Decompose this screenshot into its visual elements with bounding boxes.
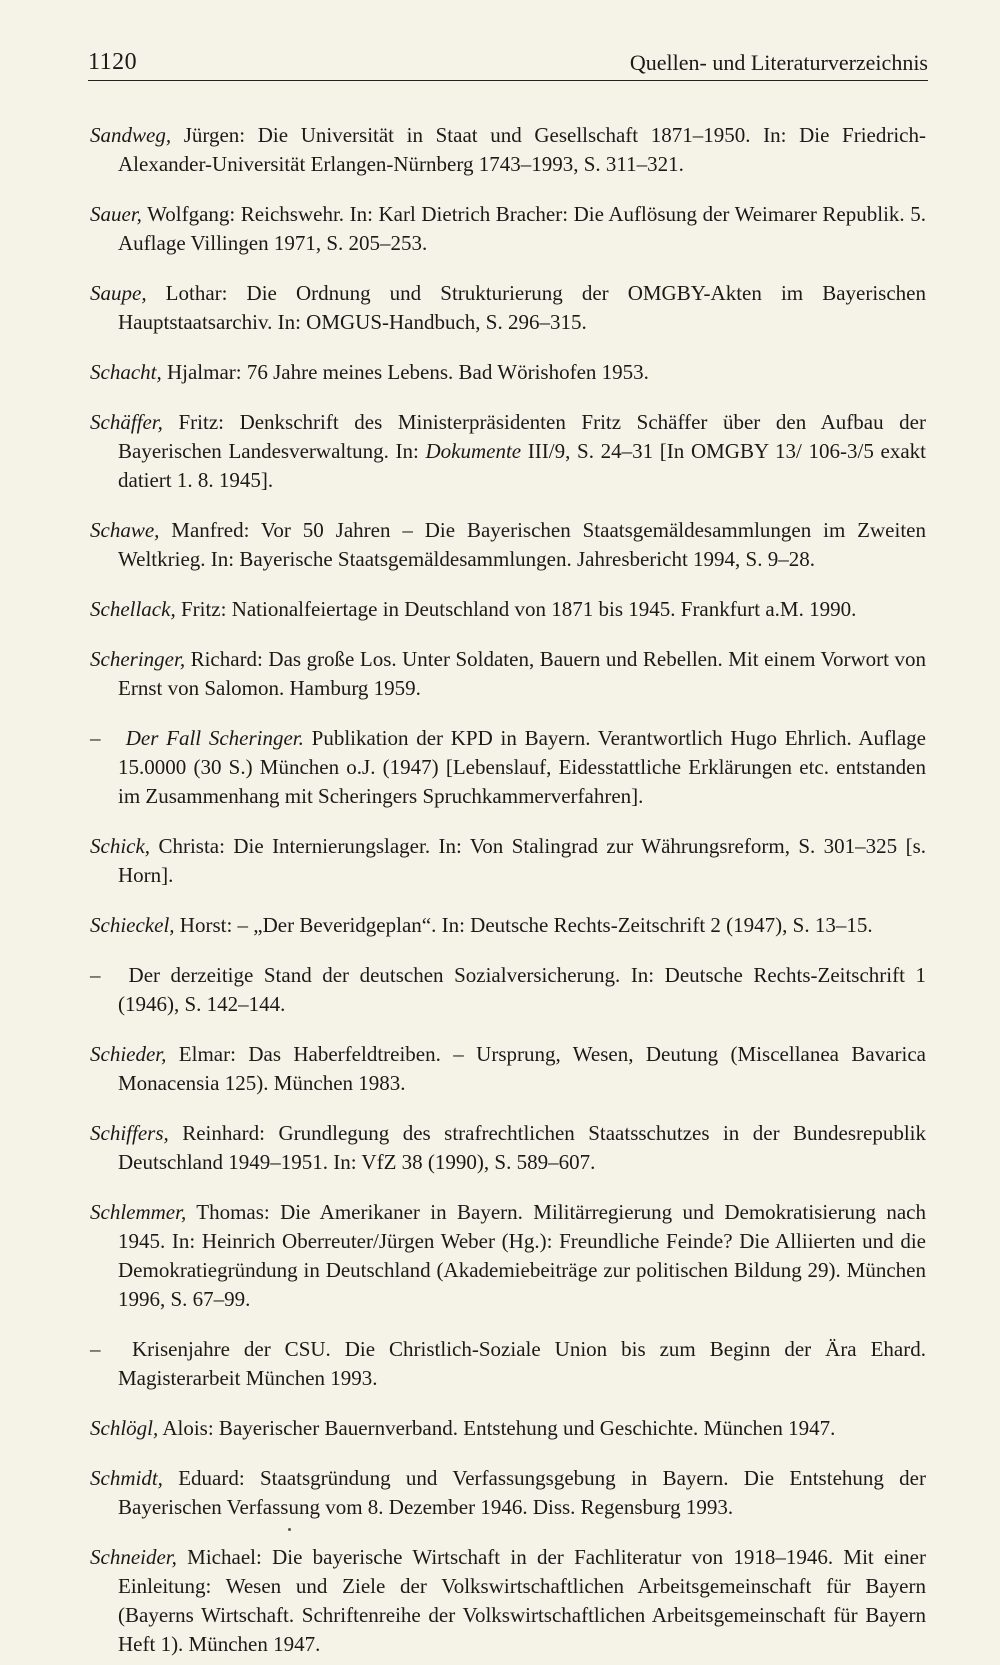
entry-text: Lothar: Die Ordnung und Strukturierung der OMGBY-Akten im Bayerischen Hauptstaatsarchiv. In: OMGUS-Handbuch, S. 296–315.: [118, 281, 926, 334]
bibliography-entry: [90, 1414, 926, 1443]
entry-author: Schmidt,: [90, 1466, 163, 1490]
bibliography-list: [90, 100, 926, 1665]
entry-text: Fritz: Denkschrift des Ministerpräsidenten Fritz Schäffer über den Aufbau der Bayerischen Landesverwaltung. In:: [118, 410, 926, 463]
entry-author: Scheringer,: [90, 647, 186, 671]
entry-text: Horst: – „Der Beveridgeplan“. In: Deutsche Rechts-Zeitschrift 2 (1947), S. 13–15.: [174, 913, 873, 937]
entry-author: Schick,: [90, 834, 151, 858]
bibliography-entry: [90, 724, 926, 811]
section-title: Quellen- und Literaturverzeichnis: [629, 50, 928, 75]
bibliography-entry: [90, 408, 926, 495]
entry-author: Sandweg,: [90, 123, 172, 147]
page-number: 1120: [88, 49, 138, 75]
bibliography-entry: [90, 595, 926, 624]
entry-italic-title: Der Fall Scheringer.: [118, 726, 304, 750]
entry-text: Elmar: Das Haberfeldtreiben. – Ursprung, Wesen, Deutung (Miscellanea Bavarica Monacensia 125). München 1983.: [118, 1042, 926, 1095]
bibliography-entry: [90, 1543, 926, 1659]
bibliography-entry: [90, 516, 926, 574]
stray-ink-dot: [288, 1528, 291, 1531]
entry-text: Hjalmar: 76 Jahre meines Lebens. Bad Wörishofen 1953.: [161, 360, 649, 384]
bibliography-entry: [90, 1040, 926, 1098]
entry-author: Schacht,: [90, 360, 162, 384]
entry-text: Reinhard: Grundlegung des strafrechtlichen Staatsschutzes in der Bundesrepublik Deutschland 1949–1951. In: VfZ 38 (1990), S. 589–607.: [118, 1121, 926, 1174]
header-rule: [88, 80, 928, 81]
entry-text: Michael: Die bayerische Wirtschaft in der Fachliteratur von 1918–1946. Mit einer Einleitung: Wesen und Ziele der Volkswirtschaftlichen Arbeitsgemeinschaft für Bayern (Bayerns Wirtschaft. Schriftenreihe der Volkswirtschaftlichen Arbeitsgemeinschaft für Bayern Heft 1). München 1947.: [118, 1545, 926, 1656]
entry-text-continued: III/9, S. 24–31 [In OMGBY 13/ 106-3/5 exakt datiert 1. 8. 1945].: [118, 439, 927, 492]
entry-author: Schlögl,: [90, 1416, 159, 1440]
entry-author: Schiffers,: [90, 1121, 169, 1145]
entry-text: Christa: Die Internierungslager. In: Von Stalingrad zur Währungsreform, S. 301–325 [s. Horn].: [118, 834, 926, 887]
entry-text: Wolfgang: Reichswehr. In: Karl Dietrich Bracher: Die Auflösung der Weimarer Republik. 5. Auflage Villingen 1971, S. 205–253.: [118, 202, 926, 255]
bibliography-entry: [90, 832, 926, 890]
entry-author: Sauer,: [90, 202, 142, 226]
ditto-dash: –: [90, 963, 101, 987]
bibliography-entry: [90, 121, 926, 179]
entry-text: Thomas: Die Amerikaner in Bayern. Militärregierung und Demokratisierung nach 1945. In: Heinrich Oberreuter/Jürgen Weber (Hg.): Freundliche Feinde? Die Alliierten und die Demokratiegründung in Deutschland (Akademiebeiträge zur politischen Bildung 29). München 1996, S. 67–99.: [118, 1200, 926, 1311]
bibliography-entry: [90, 279, 926, 337]
bibliography-entry: [90, 645, 926, 703]
bibliography-entry: [90, 358, 926, 387]
bibliography-entry: [90, 961, 926, 1019]
entry-text: Richard: Das große Los. Unter Soldaten, Bauern und Rebellen. Mit einem Vorwort von Ernst von Salomon. Hamburg 1959.: [118, 647, 926, 700]
entry-author: Schawe,: [90, 518, 160, 542]
ditto-dash: –: [90, 1337, 101, 1361]
entry-author: Schneider,: [90, 1545, 177, 1569]
entry-author: Schellack,: [90, 597, 176, 621]
entry-text: Manfred: Vor 50 Jahren – Die Bayerischen Staatsgemäldesammlungen im Zweiten Weltkrieg. In: Bayerische Staatsgemäldesammlungen. Jahresbericht 1994, S. 9–28.: [118, 518, 926, 571]
entry-text: Alois: Bayerischer Bauernverband. Entstehung und Geschichte. München 1947.: [158, 1416, 836, 1440]
entry-author: Schieder,: [90, 1042, 167, 1066]
entry-author: Saupe,: [90, 281, 147, 305]
ditto-dash: –: [90, 726, 101, 750]
bibliography-entry: [90, 1198, 926, 1314]
bibliography-entry: [90, 911, 926, 940]
entry-text: Jürgen: Die Universität in Staat und Gesellschaft 1871–1950. In: Die Friedrich-Alexander-Universität Erlangen-Nürnberg 1743–1993, S. 311–321.: [118, 123, 926, 176]
entry-author: Schlemmer,: [90, 1200, 187, 1224]
running-head: [88, 36, 928, 76]
entry-text: Fritz: Nationalfeiertage in Deutschland von 1871 bis 1945. Frankfurt a.M. 1990.: [175, 597, 857, 621]
entry-author: Schäffer,: [90, 410, 163, 434]
bibliography-entry: [90, 1335, 926, 1393]
entry-text: Krisenjahre der CSU. Die Christlich-Soziale Union bis zum Beginn der Ära Ehard. Magisterarbeit München 1993.: [118, 1337, 926, 1390]
entry-text: Publikation der KPD in Bayern. Verantwortlich Hugo Ehrlich. Auflage 15.0000 (30 S.) München o.J. (1947) [Lebenslauf, Eidesstattliche Erklärungen etc. entstanden im Zusammenhang mit Scheringers Spruchkammerverfahren].: [118, 726, 926, 808]
entry-text: Eduard: Staatsgründung und Verfassungsgebung in Bayern. Die Entstehung der Bayerischen Verfassung vom 8. Dezember 1946. Diss. Regensburg 1993.: [118, 1466, 926, 1519]
entry-text: Der derzeitige Stand der deutschen Sozialversicherung. In: Deutsche Rechts-Zeitschrift 1 (1946), S. 142–144.: [118, 963, 926, 1016]
bibliography-entry: [90, 200, 926, 258]
bibliography-entry: [90, 1464, 926, 1522]
entry-italic-title: Dokumente: [425, 439, 522, 463]
bibliography-entry: [90, 1119, 926, 1177]
entry-author: Schieckel,: [90, 913, 175, 937]
